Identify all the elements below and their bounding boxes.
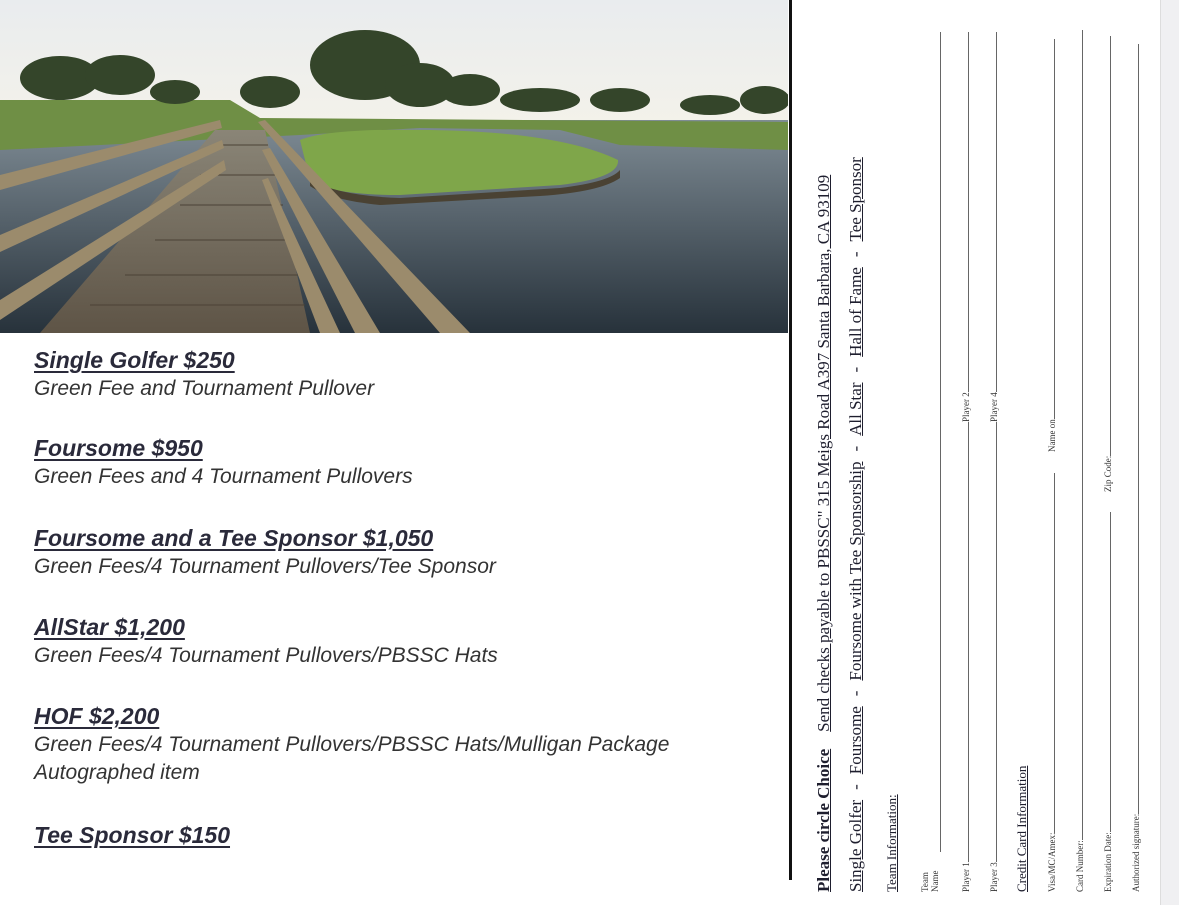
player4-field[interactable] <box>988 32 999 422</box>
player4-label: Player 4 <box>989 392 999 422</box>
separator: - <box>846 784 865 790</box>
package-allstar <box>34 612 498 670</box>
package-description: Green Fees/4 Tournament Pullovers/PBSSC Hats/Mulligan Package <box>34 733 670 756</box>
separator: - <box>846 366 865 373</box>
package-hof <box>34 701 669 787</box>
zip-label: Zip Code: <box>1103 455 1113 492</box>
option-tee-sponsor[interactable]: Tee Sponsor <box>846 157 865 242</box>
package-tee-sponsor <box>34 820 230 850</box>
option-foursome[interactable]: Foursome <box>846 706 865 775</box>
team-label-line2: Name <box>930 870 940 892</box>
card-type-label: Visa/MC/Amex: <box>1047 832 1057 892</box>
separator: - <box>846 690 865 697</box>
package-description: Green Fee and Tournament Pullover <box>34 377 375 400</box>
credit-card-heading: Credit Card Information <box>1014 765 1029 892</box>
vertical-divider <box>789 0 792 880</box>
choice-line <box>814 175 834 892</box>
option-foursome-tee[interactable]: Foursome with Tee Sponsorship <box>846 461 865 681</box>
circle-choice-heading: Please circle Choice <box>814 748 833 892</box>
package-description: Green Fees and 4 Tournament Pullovers <box>34 465 413 488</box>
separator: - <box>846 251 865 258</box>
package-description: Green Fees/4 Tournament Pullovers/Tee Sponsor <box>34 555 496 578</box>
check-address: Send checks payable to PBSSC" 315 Meigs Road A397 Santa Barbara, CA 93109 <box>814 174 833 732</box>
package-title: AllStar $1,200 <box>34 614 185 640</box>
package-title: HOF $2,200 <box>34 703 160 729</box>
expiration-label: Expiration Date: <box>1103 832 1113 892</box>
team-label-line1: Team <box>920 872 930 892</box>
registration-form <box>808 12 1179 892</box>
option-hall-of-fame[interactable]: Hall of Fame <box>846 267 865 357</box>
package-description-extra: Autographed item <box>34 761 200 784</box>
package-title: Single Golfer $250 <box>34 347 235 373</box>
golf-course-photo <box>0 0 788 333</box>
option-single-golfer[interactable]: Single Golfer <box>846 799 865 892</box>
package-title: Foursome and a Tee Sponsor $1,050 <box>34 525 434 551</box>
options-line <box>846 157 866 892</box>
package-foursome <box>34 433 413 491</box>
card-number-label: Card Number: <box>1075 840 1085 892</box>
card-type-field[interactable] <box>1046 473 1057 892</box>
zip-field[interactable] <box>1102 36 1113 492</box>
player3-field[interactable] <box>988 422 999 892</box>
package-description: Green Fees/4 Tournament Pullovers/PBSSC Hats <box>34 644 498 667</box>
player2-field[interactable] <box>960 32 971 422</box>
package-title: Foursome $950 <box>34 435 203 461</box>
package-foursome-tee-sponsor <box>34 523 496 581</box>
player2-label: Player 2 <box>961 392 971 422</box>
package-single-golfer <box>34 345 374 403</box>
team-label <box>920 871 940 893</box>
signature-field[interactable] <box>1130 44 1141 892</box>
package-title: Tee Sponsor $150 <box>34 822 231 848</box>
team-name-field[interactable] <box>932 32 943 852</box>
card-number-field[interactable] <box>1074 30 1085 892</box>
separator: - <box>846 445 865 452</box>
player1-label: Player 1 <box>961 862 971 892</box>
team-info-heading: Team Information: <box>884 794 899 892</box>
name-on-card-field[interactable] <box>1046 39 1057 452</box>
player1-field[interactable] <box>960 422 971 892</box>
option-all-star[interactable]: All Star <box>846 382 865 436</box>
page-edge <box>1160 0 1179 905</box>
player3-label: Player 3 <box>989 862 999 892</box>
signature-label: Authorized signature: <box>1131 813 1141 892</box>
expiration-field[interactable] <box>1102 512 1113 892</box>
name-on-label: Name on <box>1047 419 1057 452</box>
